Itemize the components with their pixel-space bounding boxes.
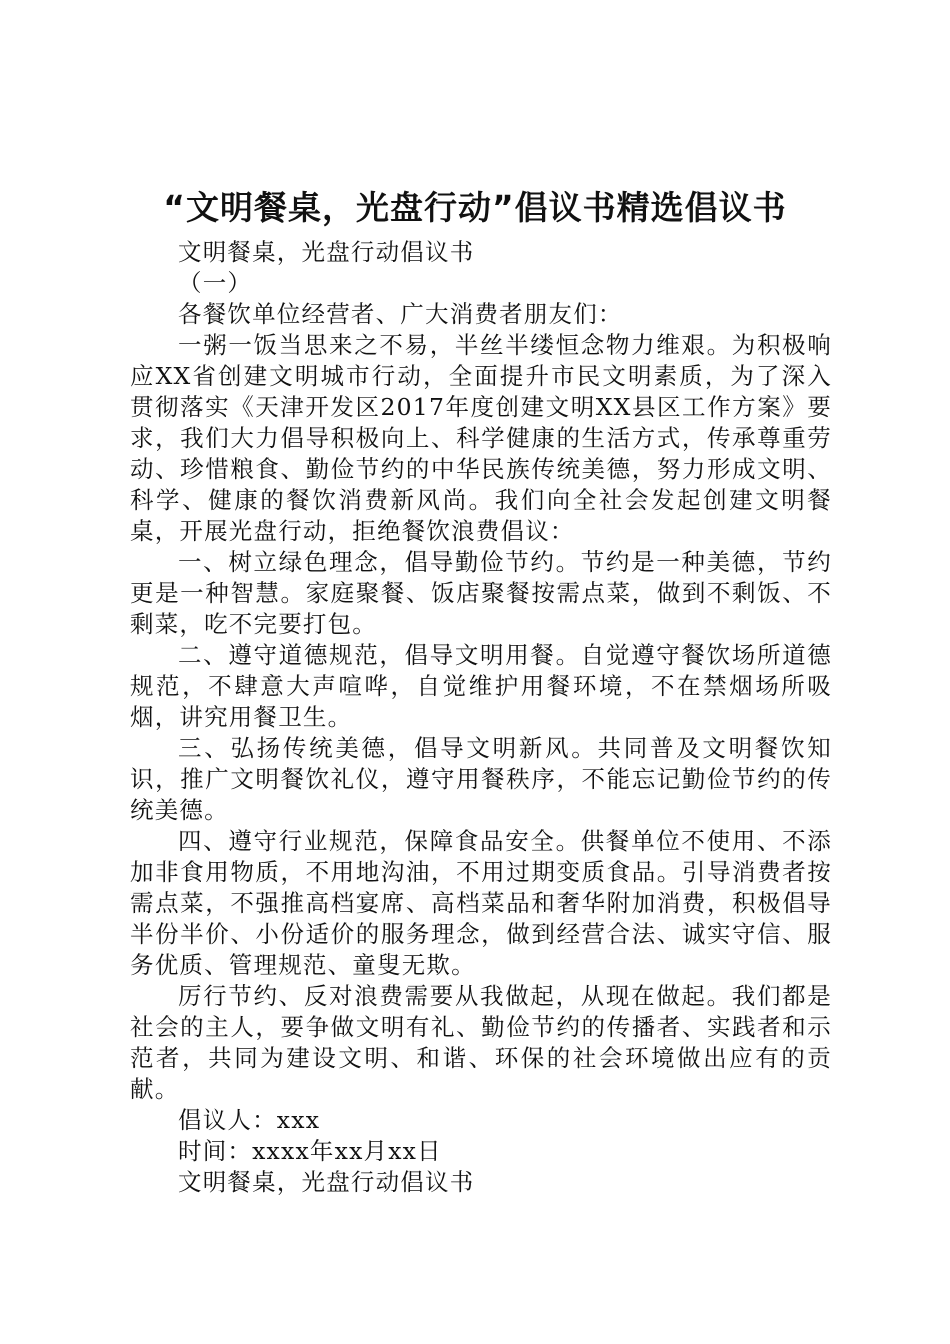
salutation: 各餐饮单位经营者、广大消费者朋友们： <box>178 300 623 328</box>
proposal-item-4: 四、遵守行业规范，保障食品安全。供餐单位不使用、不添加非食用物质，不用地沟油，不用过期变质食品。引导消费者按需点菜，不强推高档宴席、高档菜品和奢华附加消费，积极倡导半份半价、小份适价的服务理念，做到经营合法、诚实守信、服务优质、管理规范、童叟无欺。 <box>130 827 832 979</box>
subtitle: 文明餐桌，光盘行动倡议书 <box>178 238 475 266</box>
document-title: “文明餐桌，光盘行动”倡议书精选倡议书 <box>163 188 787 227</box>
closing-title: 文明餐桌，光盘行动倡议书 <box>178 1168 475 1196</box>
proposal-item-3: 三、弘扬传统美德，倡导文明新风。共同普及文明餐饮知识，推广文明餐饮礼仪，遵守用餐秩序，不能忘记勤俭节约的传统美德。 <box>130 734 832 824</box>
date-line: 时间：xxxx年xx月xx日 <box>178 1137 442 1165</box>
proposal-item-2: 二、遵守道德规范，倡导文明用餐。自觉遵守餐饮场所道德规范，不肆意大声喧哗，自觉维护用餐环境，不在禁烟场所吸烟，讲究用餐卫生。 <box>130 641 832 731</box>
proposal-item-1: 一、树立绿色理念，倡导勤俭节约。节约是一种美德，节约更是一种智慧。家庭聚餐、饭店聚餐按需点菜，做到不剩饭、不剩菜，吃不完要打包。 <box>130 548 832 638</box>
document-body <box>130 237 832 1198</box>
signatory: 倡议人：xxx <box>178 1106 321 1134</box>
section-marker: （一） <box>178 269 253 297</box>
intro-paragraph: 一粥一饭当思来之不易，半丝半缕恒念物力维艰。为积极响应XX省创建文明城市行动，全面提升市民文明素质，为了深入贯彻落实《天津开发区2017年度创建文明XX县区工作方案》要求，我们大力倡导积极向上、科学健康的生活方式，传承尊重劳动、珍惜粮食、勤俭节约的中华民族传统美德，努力形成文明、科学、健康的餐饮消费新风尚。我们向全社会发起创建文明餐桌，开展光盘行动，拒绝餐饮浪费倡议： <box>130 331 832 545</box>
closing-paragraph: 厉行节约、反对浪费需要从我做起，从现在做起。我们都是社会的主人，要争做文明有礼、勤俭节约的传播者、实践者和示范者，共同为建设文明、和谐、环保的社会环境做出应有的贡献。 <box>130 982 832 1103</box>
